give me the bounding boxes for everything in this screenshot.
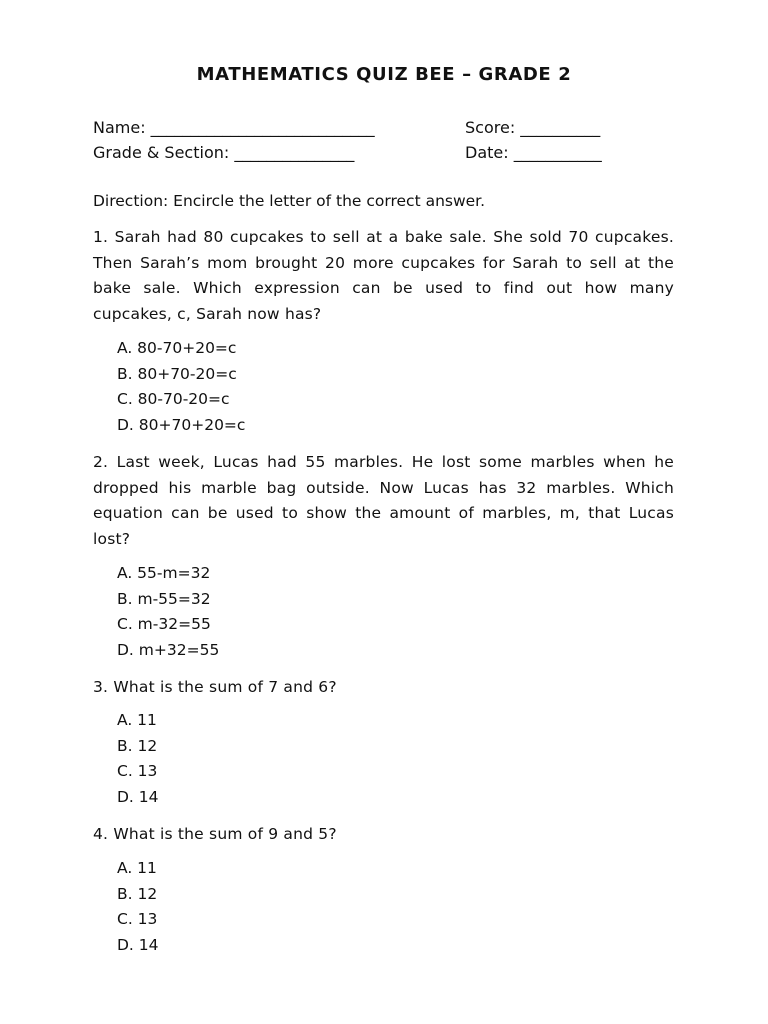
question-3-text: 3. What is the sum of 7 and 6? <box>93 678 337 696</box>
choice-item: B. m-55=32 <box>117 589 211 608</box>
choice-item: A. 80-70+20=c <box>117 339 237 357</box>
choice-item: C. 80-70-20=c <box>117 390 230 408</box>
question-1-text: 1. Sarah had 80 cupcakes to sell at a bake sale. She sold 70 cupcakes. Then Sarah’s mom brought 20 more cupcakes for Sarah to sell at the bake sale. Which expression can be used to find out how many cupcakes, c, Sarah now has? <box>93 228 674 323</box>
choice-item: C. m-32=55 <box>117 615 211 633</box>
question-4-choices <box>117 856 159 958</box>
score-field: Score: __________ <box>465 118 601 137</box>
choice-item: D. 80+70+20=c <box>117 415 246 434</box>
question-3-choices <box>117 708 159 810</box>
choice-item: D. 14 <box>117 787 159 806</box>
choice-item: C. 13 <box>117 762 158 780</box>
date-field: Date: ___________ <box>465 143 602 162</box>
choice-item: A. 11 <box>117 859 157 877</box>
grade-section-field: Grade & Section: _______________ <box>93 143 355 162</box>
page-title: MATHEMATICS QUIZ BEE – GRADE 2 <box>196 64 572 85</box>
choice-item: C. 13 <box>117 910 158 928</box>
choice-item: D. m+32=55 <box>117 640 220 659</box>
choice-item: A. 11 <box>117 711 157 729</box>
name-field: Name: ____________________________ <box>93 118 375 137</box>
choice-item: B. 12 <box>117 884 158 903</box>
choice-item: B. 12 <box>117 736 158 755</box>
choice-item: A. 55-m=32 <box>117 564 211 582</box>
direction-text: Direction: Encircle the letter of the correct answer. <box>93 192 486 210</box>
question-2-choices <box>117 561 219 663</box>
question-2-text: 2. Last week, Lucas had 55 marbles. He lost some marbles when he dropped his marble bag outside. Now Lucas has 32 marbles. Which equation can be used to show the amount of marbles, m, that Lucas lost? <box>93 453 674 548</box>
question-1-choices <box>117 336 245 438</box>
question-4-text: 4. What is the sum of 9 and 5? <box>93 825 337 843</box>
choice-item: D. 14 <box>117 935 159 954</box>
choice-item: B. 80+70-20=c <box>117 364 237 383</box>
